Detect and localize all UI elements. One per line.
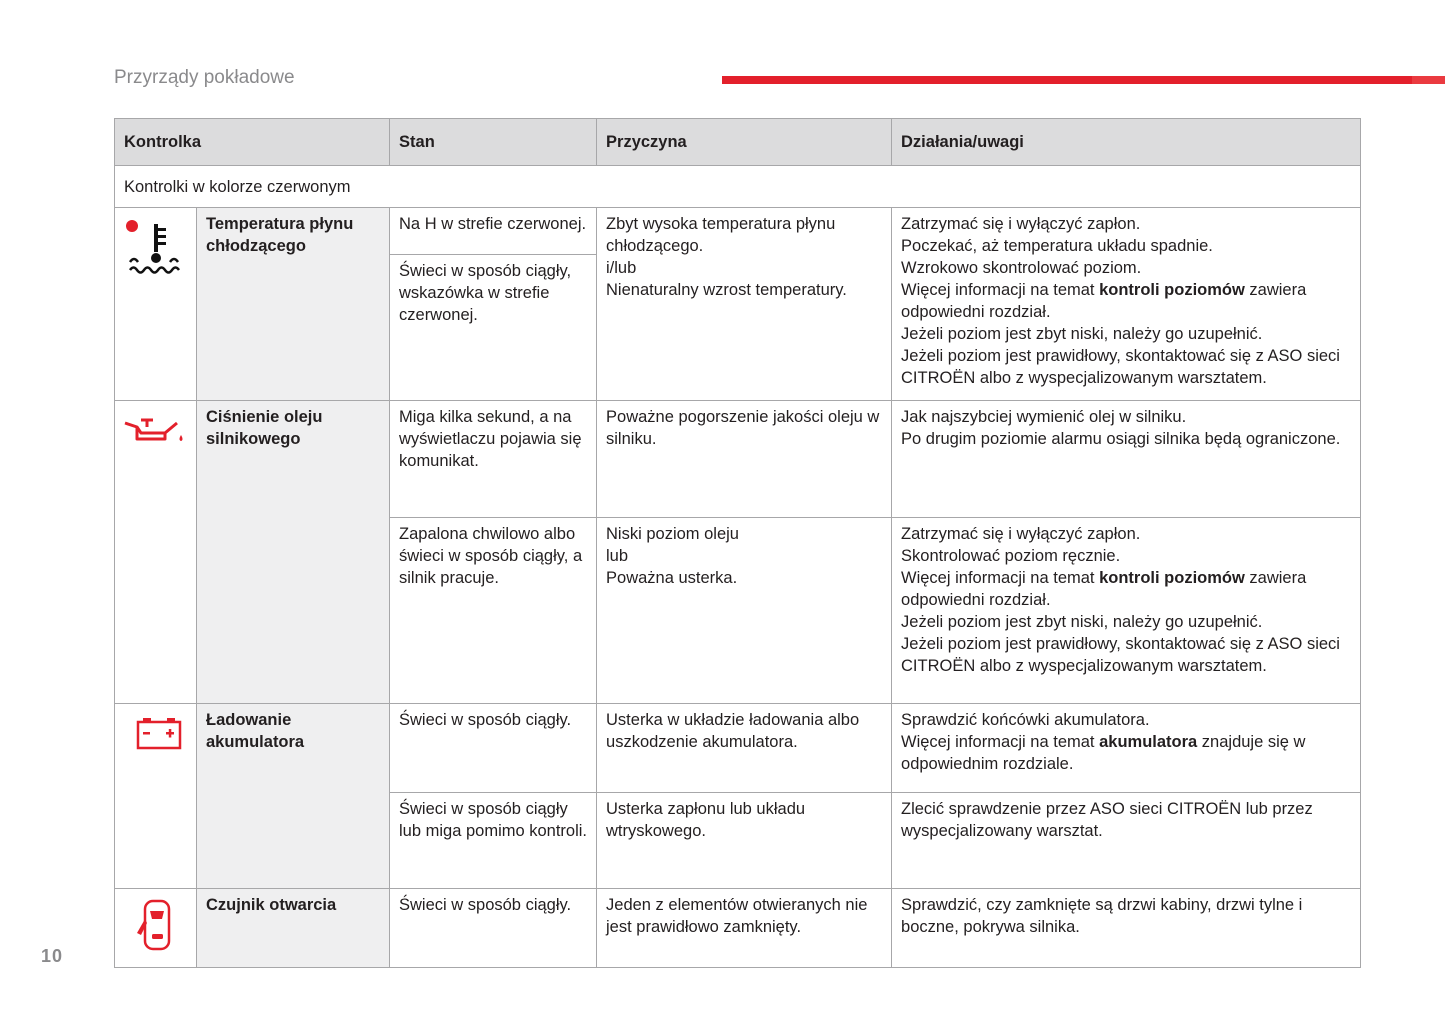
battery-icon [121,712,185,752]
state-cell: Świeci w sposób ciągły, wskazówka w strefie czerwonej. [390,255,597,401]
table-row [115,208,1361,255]
cause-text: Niski poziom oleju [606,525,739,543]
action-text: Poczekać, aż temperatura układu spadnie. [901,237,1213,255]
cause-text: lub [606,547,629,565]
action-text: Zatrzymać się i wyłączyć zapłon. [901,215,1141,233]
action-text: Zatrzymać się i wyłączyć zapłon. [901,525,1141,543]
cause-text: Nienaturalny wzrost temperatury. [606,281,847,299]
action-cell [892,518,1361,704]
light-name: Ładowanie akumulatora [197,704,390,889]
cause-text: Zbyt wysoka temperatura płynu chłodzącego. [606,215,836,255]
cause-cell: Usterka zapłonu lub układu wtryskowego. [597,793,892,889]
state-cell: Świeci w sposób ciągły. [390,704,597,793]
icon-cell [115,889,197,968]
cause-cell [597,208,892,401]
table-row [115,704,1361,793]
cause-text: i/lub [606,259,637,277]
action-text: zawiera odpowiedni rozdział. [901,569,1307,609]
action-cell [892,208,1361,401]
state-cell: Świeci w sposób ciągły lub miga pomimo kontroli. [390,793,597,889]
warning-lights-table [114,118,1361,968]
column-header: Działania/uwagi [892,119,1361,166]
action-emphasis: kontroli poziomów [1099,281,1245,299]
page-number: 10 [41,946,64,966]
state-cell: Świeci w sposób ciągły. [390,889,597,968]
action-cell: Zlecić sprawdzenie przez ASO sieci CITROËN lub przez wyspecjalizowany warsztat. [892,793,1361,889]
action-cell: Sprawdzić, czy zamknięte są drzwi kabiny, drzwi tylne i boczne, pokrywa silnika. [892,889,1361,968]
coolant-temperature-icon [121,216,185,280]
icon-cell [115,208,197,401]
light-name: Czujnik otwarcia [197,889,390,968]
action-cell [892,401,1361,518]
section-row [115,166,1361,208]
door-open-icon [121,897,185,953]
column-header: Kontrolka [115,119,390,166]
action-emphasis: akumulatora [1099,733,1198,751]
action-text: zawiera odpowiedni rozdział. [901,281,1307,321]
action-text: Jak najszybciej wymienić olej w silniku. [901,408,1187,426]
light-name: Temperatura płynu chłodzącego [197,208,390,401]
oil-pressure-icon [121,409,185,449]
state-cell: Na H w strefie czerwonej. [390,208,597,255]
action-text: Więcej informacji na temat [901,569,1100,587]
state-cell: Miga kilka sekund, a na wyświetlaczu pojawia się komunikat. [390,401,597,518]
cause-text: Poważna usterka. [606,569,738,587]
action-text: Jeżeli poziom jest prawidłowy, skontaktować się z ASO sieci CITROËN albo z wyspecjalizowanym warsztatem. [901,347,1340,387]
cause-cell [597,518,892,704]
accent-bar-end [1412,76,1445,84]
action-text: Jeżeli poziom jest zbyt niski, należy go uzupełnić. [901,325,1263,343]
state-cell: Zapalona chwilowo albo świeci w sposób ciągły, a silnik pracuje. [390,518,597,704]
action-text: znajduje się w odpowiednim rozdziale. [901,733,1306,773]
icon-cell [115,401,197,704]
table-row [115,889,1361,968]
action-emphasis: kontroli poziomów [1099,569,1245,587]
action-text: Po drugim poziomie alarmu osiągi silnika będą ograniczone. [901,430,1341,448]
section-title: Przyrządy pokładowe [114,67,295,88]
accent-bar [722,76,1412,84]
action-text: Więcej informacji na temat [901,733,1100,751]
icon-cell [115,704,197,889]
action-text: Wzrokowo skontrolować poziom. [901,259,1142,277]
table-row [115,401,1361,518]
column-header: Przyczyna [597,119,892,166]
action-text: Więcej informacji na temat [901,281,1100,299]
cause-cell: Poważne pogorszenie jakości oleju w silniku. [597,401,892,518]
action-cell [892,704,1361,793]
table-header-row [115,119,1361,166]
action-text: Jeżeli poziom jest prawidłowy, skontaktować się z ASO sieci CITROËN albo z wyspecjalizowanym warsztatem. [901,635,1340,675]
action-text: Sprawdzić końcówki akumulatora. [901,711,1150,729]
action-text: Skontrolować poziom ręcznie. [901,547,1121,565]
cause-cell: Jeden z elementów otwieranych nie jest prawidłowo zamknięty. [597,889,892,968]
action-text: Jeżeli poziom jest zbyt niski, należy go uzupełnić. [901,613,1263,631]
column-header: Stan [390,119,597,166]
light-name: Ciśnienie oleju silnikowego [197,401,390,704]
cause-cell: Usterka w układzie ładowania albo uszkodzenie akumulatora. [597,704,892,793]
section-label: Kontrolki w kolorze czerwonym [115,166,1361,208]
